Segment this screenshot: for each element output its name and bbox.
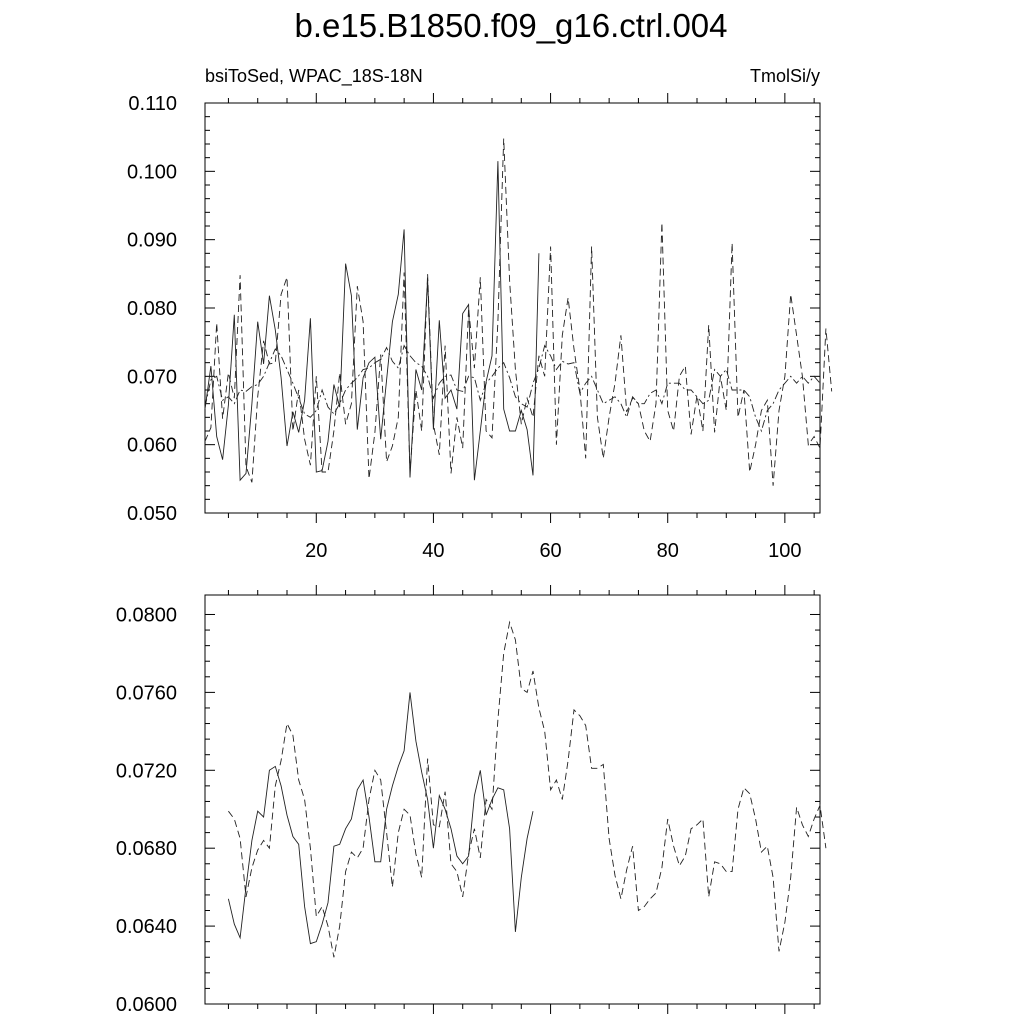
y-tick-label: 0.0800: [115, 604, 177, 627]
x-tick-label: 20: [305, 540, 328, 562]
y-tick-label: 0.0760: [115, 682, 177, 705]
y-tick-label: 0.090: [126, 229, 177, 252]
x-tick-label: 40: [422, 540, 445, 562]
bottom-panel-frame: [205, 595, 820, 1004]
x-tick-label: 100: [768, 540, 802, 562]
series-line-dashed: [228, 622, 826, 957]
bottom-panel-ticks: [116, 585, 820, 1016]
y-tick-label: 0.060: [126, 434, 177, 457]
y-tick-label: 0.070: [126, 366, 177, 389]
x-tick-label: 80: [656, 540, 679, 562]
top-panel-frame: [205, 103, 820, 513]
y-tick-label: 0.0720: [115, 760, 177, 783]
series-line-solid: [228, 692, 533, 943]
x-tick-label: 60: [539, 540, 562, 562]
bottom-panel: [116, 585, 826, 1016]
y-tick-label: 0.080: [126, 298, 177, 320]
top-panel-series: [205, 139, 832, 486]
y-tick-label: 0.0640: [115, 916, 177, 939]
top-panel-ticks: [127, 93, 820, 562]
bottom-panel-series: [228, 622, 826, 957]
top-panel: [127, 66, 832, 562]
y-tick-label: 0.0680: [115, 838, 177, 861]
y-tick-label: 0.0600: [115, 994, 177, 1016]
y-tick-label: 0.100: [126, 161, 177, 184]
top-panel-left-label: bsiToSed, WPAC_18S-18N: [205, 66, 423, 86]
y-tick-label: 0.110: [128, 93, 177, 115]
series-line-dashed: [205, 139, 832, 486]
figure-title: b.e15.B1850.f09_g16.ctrl.004: [294, 7, 728, 44]
top-panel-right-label: TmolSi/y: [749, 66, 820, 86]
series-line-solid: [205, 161, 539, 480]
y-tick-label: 0.050: [126, 503, 177, 525]
